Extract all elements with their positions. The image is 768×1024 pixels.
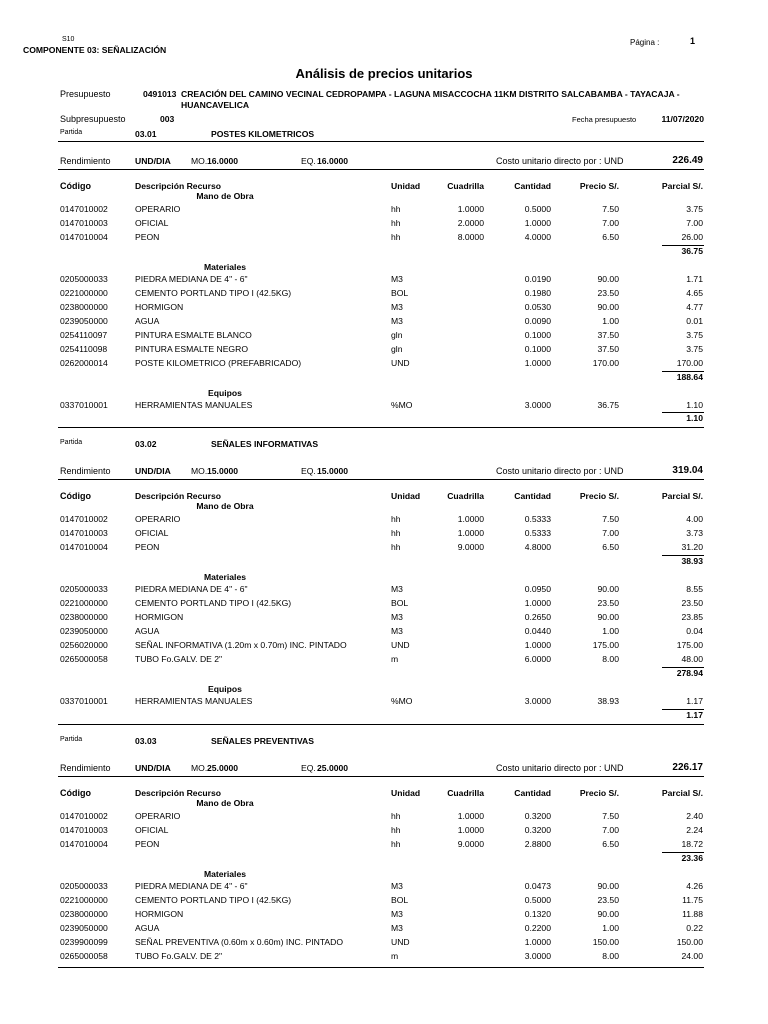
- row-description: OPERARIO: [135, 204, 181, 214]
- partida-code: 03.03: [135, 735, 157, 746]
- col-cuadrilla: Cuadrilla: [447, 491, 484, 502]
- row-precio: 7.00: [602, 824, 619, 835]
- group-title: Materiales: [203, 261, 247, 272]
- col-cantidad: Cantidad: [514, 181, 551, 191]
- group-subtotal: 1.10: [686, 413, 703, 424]
- row-cantidad: 6.0000: [524, 654, 551, 665]
- row-cantidad: 1.0000: [524, 640, 551, 651]
- row-code: 0147010002: [60, 514, 108, 525]
- row-precio: 23.50: [597, 894, 619, 905]
- col-parcial: Parcial S/.: [661, 787, 703, 798]
- row-unit: M3: [391, 315, 403, 326]
- col-descripcion: Descripción Recurso: [135, 181, 221, 191]
- col-codigo: Código: [60, 787, 91, 798]
- row-description: AGUA: [135, 922, 160, 933]
- row-description: PINTURA ESMALTE BLANCO: [135, 329, 252, 340]
- row-parcial: 1.10: [686, 399, 703, 410]
- col-descripcion: Descripción Recurso: [135, 491, 221, 502]
- page-number: 1: [690, 36, 696, 46]
- eq-prefix: EQ.: [301, 466, 316, 477]
- col-cuadrilla: Cuadrilla: [447, 787, 484, 798]
- row-code: 0265000058: [60, 654, 108, 665]
- partida-name: SEÑALES PREVENTIVAS: [211, 735, 314, 746]
- partida-code: 03.01: [135, 129, 157, 139]
- row-description: AGUA: [135, 626, 160, 637]
- row-cantidad: 0.3200: [524, 824, 551, 835]
- partida-name: POSTES KILOMETRICOS: [211, 129, 315, 139]
- row-cantidad: 0.0440: [524, 626, 551, 637]
- mo-prefix: MO.: [191, 156, 208, 166]
- row-parcial: 31.20: [681, 542, 703, 553]
- row-cantidad: 0.2650: [524, 612, 551, 623]
- col-parcial: Parcial S/.: [661, 181, 703, 191]
- row-parcial: 7.00: [686, 217, 703, 228]
- row-cantidad: 1.0000: [524, 217, 551, 228]
- col-unidad: Unidad: [391, 491, 421, 502]
- partida-code: 03.02: [135, 439, 157, 450]
- row-code: 0147010002: [60, 204, 108, 214]
- row-precio: 90.00: [597, 612, 619, 623]
- row-unit: BOL: [391, 598, 409, 609]
- row-code: 0238000000: [60, 908, 108, 919]
- row-cantidad: 4.0000: [524, 231, 551, 242]
- row-unit: M3: [391, 301, 403, 312]
- row-cantidad: 0.0950: [524, 584, 551, 595]
- row-code: 0256020000: [60, 640, 108, 651]
- row-precio: 7.50: [602, 810, 619, 821]
- row-cantidad: 0.1980: [524, 287, 551, 298]
- row-unit: m: [391, 950, 399, 961]
- row-parcial: 4.65: [686, 287, 703, 298]
- row-cantidad: 0.1000: [524, 343, 551, 354]
- row-precio: 90.00: [597, 273, 619, 284]
- row-unit: M3: [391, 922, 403, 933]
- group-subtotal: 188.64: [676, 371, 703, 382]
- row-precio: 6.50: [602, 231, 619, 242]
- row-unit: gln: [391, 329, 403, 340]
- page-title: Análisis de precios unitarios: [295, 66, 473, 81]
- row-precio: 36.75: [597, 399, 619, 410]
- row-cantidad: 0.5333: [524, 528, 551, 539]
- row-description: TUBO Fo.GALV. DE 2": [135, 654, 223, 665]
- group-subtotal: 278.94: [676, 668, 703, 678]
- group-title: Equipos: [208, 387, 242, 398]
- row-parcial: 2.24: [686, 824, 703, 835]
- row-precio: 37.50: [597, 343, 619, 354]
- row-unit: hh: [391, 528, 401, 539]
- row-precio: 38.93: [597, 696, 619, 706]
- col-precio: Precio S/.: [579, 181, 619, 191]
- rendimiento-unit: UND/DIA: [135, 156, 171, 166]
- row-cantidad: 3.0000: [524, 696, 551, 706]
- row-precio: 90.00: [597, 301, 619, 312]
- row-description: PINTURA ESMALTE NEGRO: [135, 343, 249, 354]
- row-description: PIEDRA MEDIANA DE 4" - 6": [135, 880, 248, 891]
- eq-prefix: EQ.: [301, 156, 316, 166]
- row-code: 0147010003: [60, 824, 108, 835]
- row-code: 0205000033: [60, 273, 108, 284]
- row-parcial: 23.50: [681, 598, 703, 609]
- eq-prefix: EQ.: [301, 762, 316, 773]
- component-title: COMPONENTE 03: SEÑALIZACIÓN: [23, 45, 167, 55]
- row-precio: 7.00: [602, 528, 619, 539]
- row-description: CEMENTO PORTLAND TIPO I (42.5KG): [135, 287, 292, 298]
- row-unit: UND: [391, 640, 410, 651]
- group-subtotal: 36.75: [681, 245, 703, 256]
- row-unit: M3: [391, 908, 403, 919]
- subpresupuesto-code: 003: [160, 114, 175, 124]
- row-precio: 175.00: [592, 640, 619, 651]
- group-subtotal: 1.17: [686, 709, 703, 720]
- row-precio: 8.00: [602, 654, 619, 665]
- row-description: PIEDRA MEDIANA DE 4" - 6": [135, 584, 248, 595]
- row-parcial: 26.00: [681, 231, 703, 242]
- eq-value: 25.0000: [317, 762, 349, 773]
- row-cantidad: 0.1320: [524, 908, 551, 919]
- row-description: OFICIAL: [135, 824, 169, 835]
- partida-label: Partida: [60, 439, 83, 447]
- row-code: 0238000000: [60, 301, 108, 312]
- col-cantidad: Cantidad: [514, 787, 551, 798]
- row-unit: M3: [391, 626, 403, 637]
- row-description: HORMIGON: [135, 301, 184, 312]
- row-parcial: 4.77: [686, 301, 703, 312]
- group-subtotal: 38.93: [681, 556, 703, 567]
- row-description: PIEDRA MEDIANA DE 4" - 6": [135, 273, 248, 284]
- row-code: 0239050000: [60, 315, 108, 326]
- row-parcial: 24.00: [681, 950, 703, 961]
- row-code: 0147010004: [60, 542, 108, 553]
- row-unit: hh: [391, 217, 401, 228]
- row-parcial: 150.00: [676, 936, 703, 947]
- row-parcial: 8.55: [686, 584, 703, 595]
- row-cantidad: 4.8000: [524, 542, 551, 553]
- row-precio: 7.50: [602, 514, 619, 525]
- group-title: Mano de Obra: [196, 191, 254, 201]
- col-cuadrilla: Cuadrilla: [447, 181, 484, 191]
- row-parcial: 0.04: [686, 626, 703, 637]
- row-cuadrilla: 9.0000: [457, 838, 484, 849]
- rendimiento-divider: [58, 169, 704, 170]
- row-precio: 37.50: [597, 329, 619, 340]
- rendimiento-unit: UND/DIA: [135, 466, 171, 477]
- row-cantidad: 1.0000: [524, 598, 551, 609]
- row-code: 0265000058: [60, 950, 108, 961]
- row-unit: hh: [391, 824, 401, 835]
- row-unit: hh: [391, 231, 401, 242]
- row-cuadrilla: 1.0000: [457, 810, 484, 821]
- col-precio: Precio S/.: [579, 787, 619, 798]
- row-unit: hh: [391, 838, 401, 849]
- presupuesto-code: 0491013: [143, 89, 177, 99]
- row-precio: 6.50: [602, 542, 619, 553]
- row-description: SEÑAL INFORMATIVA (1.20m x 0.70m) INC. PINTADO: [135, 640, 347, 651]
- row-description: OPERARIO: [135, 810, 181, 821]
- row-parcial: 0.22: [686, 922, 703, 933]
- row-code: 0147010003: [60, 217, 108, 228]
- row-description: PEON: [135, 542, 160, 553]
- col-codigo: Código: [60, 491, 91, 502]
- row-parcial: 11.88: [682, 908, 703, 919]
- row-code: 0337010001: [60, 696, 108, 706]
- group-title: Materiales: [203, 868, 247, 879]
- row-cantidad: 0.0530: [524, 301, 551, 312]
- presupuesto-description: CREACIÓN DEL CAMINO VECINAL CEDROPAMPA - LAGUNA MISACCOCHA 11KM DISTRITO SALCABAMBA - TAYACAJA -: [181, 89, 680, 99]
- row-parcial: 23.85: [681, 612, 703, 623]
- col-unidad: Unidad: [391, 181, 421, 191]
- col-descripcion: Descripción Recurso: [135, 787, 221, 798]
- row-parcial: 48.00: [681, 654, 703, 665]
- mo-value: 16.0000: [207, 156, 239, 166]
- col-cantidad: Cantidad: [514, 491, 551, 502]
- row-parcial: 0.01: [686, 315, 703, 326]
- partida-end-divider: [58, 724, 704, 725]
- report-code: S10: [62, 36, 75, 43]
- row-code: 0147010004: [60, 231, 108, 242]
- row-cantidad: 1.0000: [524, 936, 551, 947]
- rendimiento-label: Rendimiento: [60, 156, 111, 166]
- row-unit: M3: [391, 612, 403, 623]
- row-description: POSTE KILOMETRICO (PREFABRICADO): [135, 357, 302, 368]
- row-precio: 170.00: [592, 357, 619, 368]
- row-cantidad: 2.8800: [524, 838, 551, 849]
- row-cantidad: 0.0190: [524, 273, 551, 284]
- row-cuadrilla: 1.0000: [457, 204, 484, 214]
- row-cuadrilla: 1.0000: [457, 514, 484, 525]
- row-precio: 7.00: [602, 217, 619, 228]
- eq-value: 15.0000: [317, 466, 349, 477]
- row-parcial: 170.00: [676, 357, 703, 368]
- row-precio: 90.00: [597, 584, 619, 595]
- row-description: TUBO Fo.GALV. DE 2": [135, 950, 223, 961]
- row-precio: 1.00: [602, 922, 619, 933]
- mo-prefix: MO.: [191, 466, 208, 477]
- row-unit: BOL: [391, 287, 409, 298]
- row-parcial: 1.17: [686, 696, 703, 706]
- col-codigo: Código: [60, 181, 91, 191]
- row-unit: BOL: [391, 894, 409, 905]
- partida-label: Partida: [60, 735, 83, 743]
- mo-prefix: MO.: [191, 762, 208, 773]
- row-cuadrilla: 8.0000: [457, 231, 484, 242]
- row-unit: hh: [391, 204, 401, 214]
- fecha-value: 11/07/2020: [661, 114, 704, 124]
- partida-divider: [58, 141, 704, 142]
- row-description: OFICIAL: [135, 217, 169, 228]
- rendimiento-unit: UND/DIA: [135, 762, 171, 773]
- row-code: 0221000000: [60, 287, 108, 298]
- row-unit: hh: [391, 514, 401, 525]
- mo-value: 15.0000: [207, 466, 239, 477]
- row-precio: 23.50: [597, 598, 619, 609]
- row-code: 0221000000: [60, 598, 108, 609]
- row-cantidad: 0.3200: [524, 810, 551, 821]
- row-precio: 1.00: [602, 626, 619, 637]
- costo-label: Costo unitario directo por : UND: [496, 762, 624, 773]
- rendimiento-divider: [58, 776, 704, 777]
- group-title: Materiales: [203, 572, 247, 583]
- row-parcial: 3.73: [686, 528, 703, 539]
- row-precio: 150.00: [592, 936, 619, 947]
- row-cuadrilla: 1.0000: [457, 824, 484, 835]
- col-precio: Precio S/.: [579, 491, 619, 502]
- row-description: CEMENTO PORTLAND TIPO I (42.5KG): [135, 598, 292, 609]
- row-unit: gln: [391, 343, 403, 354]
- page-label: Página :: [630, 38, 660, 47]
- row-parcial: 4.26: [686, 880, 703, 891]
- row-description: PEON: [135, 838, 160, 849]
- row-parcial: 11.75: [682, 894, 703, 905]
- rendimiento-label: Rendimiento: [60, 762, 111, 773]
- costo-label: Costo unitario directo por : UND: [496, 156, 624, 166]
- col-unidad: Unidad: [391, 787, 421, 798]
- row-parcial: 18.72: [681, 838, 703, 849]
- row-parcial: 3.75: [686, 204, 703, 214]
- row-cantidad: 0.0090: [524, 315, 551, 326]
- row-code: 0147010004: [60, 838, 108, 849]
- row-cuadrilla: 2.0000: [457, 217, 484, 228]
- row-parcial: 175.00: [676, 640, 703, 651]
- eq-value: 16.0000: [317, 156, 349, 166]
- row-code: 0337010001: [60, 399, 108, 410]
- row-unit: M3: [391, 273, 403, 284]
- row-unit: M3: [391, 584, 403, 595]
- row-description: HORMIGON: [135, 908, 184, 919]
- row-cantidad: 0.0473: [524, 880, 551, 891]
- row-unit: %MO: [391, 696, 413, 706]
- row-code: 0205000033: [60, 584, 108, 595]
- row-cuadrilla: 1.0000: [457, 528, 484, 539]
- row-code: 0239050000: [60, 922, 108, 933]
- row-code: 0205000033: [60, 880, 108, 891]
- row-cantidad: 0.5000: [524, 204, 551, 214]
- row-unit: UND: [391, 936, 410, 947]
- costo-value: 319.04: [672, 465, 703, 477]
- row-unit: m: [391, 654, 399, 665]
- row-cantidad: 3.0000: [524, 950, 551, 961]
- row-description: OFICIAL: [135, 528, 169, 539]
- row-precio: 90.00: [597, 908, 619, 919]
- partida-end-divider: [58, 967, 704, 968]
- row-parcial: 3.75: [686, 343, 703, 354]
- row-parcial: 3.75: [686, 329, 703, 340]
- partida-end-divider: [58, 427, 704, 428]
- row-precio: 8.00: [602, 950, 619, 961]
- row-cuadrilla: 9.0000: [457, 542, 484, 553]
- row-precio: 7.50: [602, 204, 619, 214]
- row-description: HORMIGON: [135, 612, 184, 623]
- mo-value: 25.0000: [207, 762, 239, 773]
- group-title: Equipos: [208, 684, 242, 694]
- row-code: 0239900099: [60, 936, 108, 947]
- row-unit: UND: [391, 357, 410, 368]
- row-code: 0147010003: [60, 528, 108, 539]
- row-description: SEÑAL PREVENTIVA (0.60m x 0.60m) INC. PINTADO: [135, 936, 344, 947]
- row-unit: hh: [391, 542, 401, 553]
- partida-label: Partida: [60, 129, 83, 136]
- costo-label: Costo unitario directo por : UND: [496, 466, 624, 477]
- subpresupuesto-label: Subpresupuesto: [60, 114, 126, 124]
- row-description: OPERARIO: [135, 514, 181, 525]
- row-unit: M3: [391, 880, 403, 891]
- row-code: 0262000014: [60, 357, 108, 368]
- row-unit: hh: [391, 810, 401, 821]
- rendimiento-label: Rendimiento: [60, 466, 111, 477]
- fecha-label: Fecha presupuesto: [572, 115, 637, 124]
- row-code: 0221000000: [60, 894, 108, 905]
- row-description: CEMENTO PORTLAND TIPO I (42.5KG): [135, 894, 292, 905]
- row-code: 0238000000: [60, 612, 108, 623]
- row-cantidad: 0.2200: [524, 922, 551, 933]
- row-parcial: 1.71: [686, 273, 703, 284]
- group-title: Mano de Obra: [196, 501, 254, 512]
- rendimiento-divider: [58, 479, 704, 480]
- row-description: HERRAMIENTAS MANUALES: [135, 399, 253, 410]
- row-cantidad: 0.5333: [524, 514, 551, 525]
- presupuesto-label: Presupuesto: [60, 89, 111, 99]
- row-precio: 1.00: [602, 315, 619, 326]
- partida-name: SEÑALES INFORMATIVAS: [211, 439, 319, 450]
- row-code: 0254110098: [60, 343, 108, 354]
- row-description: HERRAMIENTAS MANUALES: [135, 696, 253, 706]
- row-precio: 23.50: [597, 287, 619, 298]
- row-code: 0239050000: [60, 626, 108, 637]
- row-description: PEON: [135, 231, 160, 242]
- group-title: Mano de Obra: [196, 797, 254, 808]
- row-unit: %MO: [391, 399, 413, 410]
- row-parcial: 2.40: [686, 810, 703, 821]
- presupuesto-description-cont: HUANCAVELICA: [181, 100, 250, 110]
- row-cantidad: 0.5000: [524, 894, 551, 905]
- group-subtotal: 23.36: [681, 852, 703, 863]
- costo-value: 226.49: [672, 155, 703, 166]
- costo-value: 226.17: [672, 761, 703, 773]
- row-precio: 90.00: [597, 880, 619, 891]
- row-cantidad: 0.1000: [524, 329, 551, 340]
- row-cantidad: 1.0000: [524, 357, 551, 368]
- col-parcial: Parcial S/.: [661, 491, 703, 502]
- row-parcial: 4.00: [686, 514, 703, 525]
- row-description: AGUA: [135, 315, 160, 326]
- row-precio: 6.50: [602, 838, 619, 849]
- row-code: 0254110097: [60, 329, 108, 340]
- row-cantidad: 3.0000: [524, 399, 551, 410]
- row-code: 0147010002: [60, 810, 108, 821]
